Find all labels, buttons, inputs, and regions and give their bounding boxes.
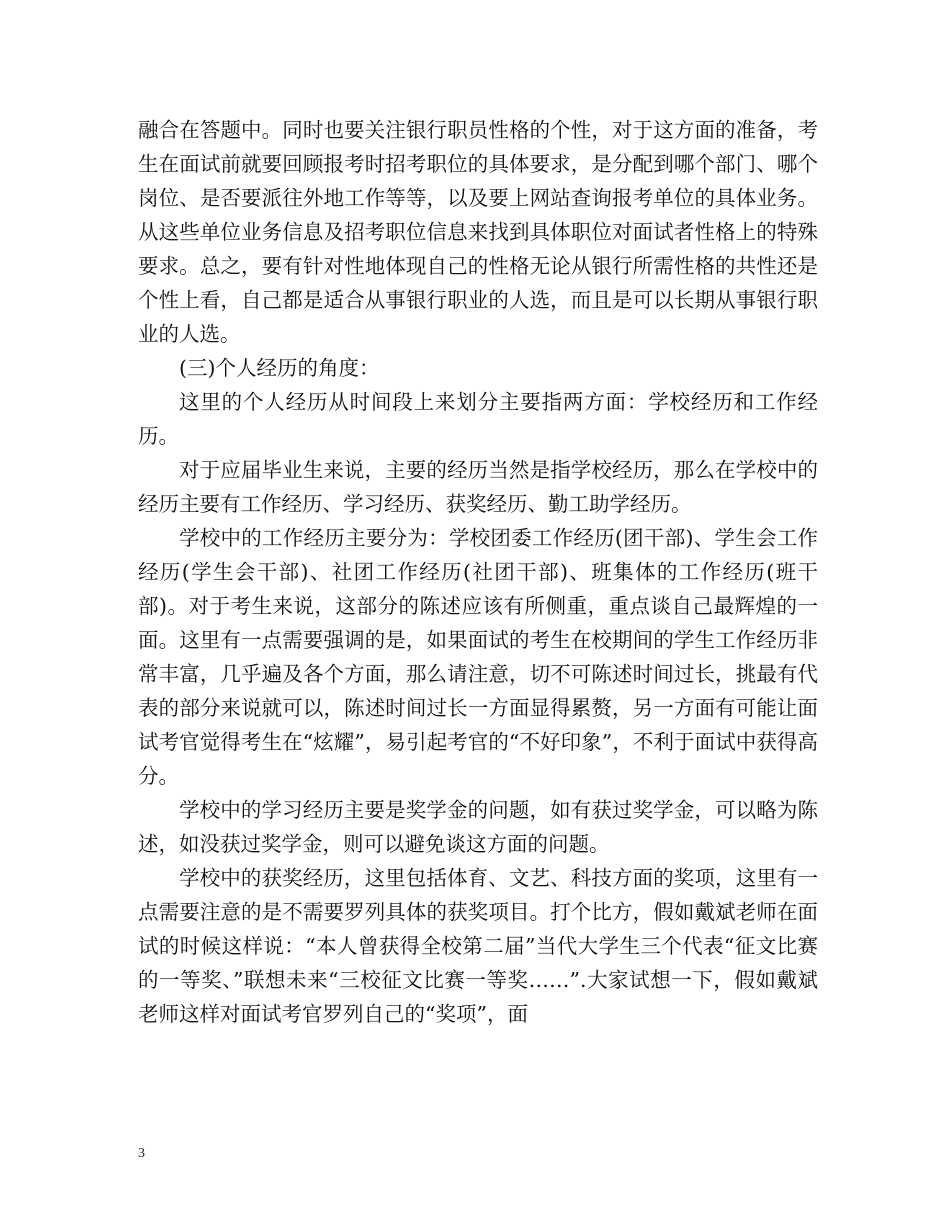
paragraph: 这里的个人经历从时间段上来划分主要指两方面：学校经历和工作经历。: [138, 390, 818, 448]
paragraph: 学校中的学习经历主要是奖学金的问题，如有获过奖学金，可以略为陈述，如没获过奖学金，则可以避免谈这方面的问题。: [138, 798, 818, 856]
document-body: [138, 113, 818, 1031]
page-number: 3: [138, 1146, 145, 1161]
paragraph: 对于应届毕业生来说，主要的经历当然是指学校经历，那么在学校中的经历主要有工作经历、学习经历、获奖经历、勤工助学经历。: [138, 458, 818, 516]
section-heading: (三)个人经历的角度：: [179, 356, 380, 380]
paragraph: 学校中的获奖经历，这里包括体育、文艺、科技方面的奖项，这里有一点需要注意的是不需要罗列具体的获奖项目。打个比方，假如戴斌老师在面试的时候这样说：“本人曾获得全校第二届”当代大学生三个代表“征文比赛的一等奖、”联想未来“三校征文比赛一等奖……”.大家试想一下，假如戴斌老师这样对面试考官罗列自己的“奖项”，面: [138, 866, 818, 1026]
paragraph-continuation: 融合在答题中。同时也要关注银行职员性格的个性，对于这方面的准备，考生在面试前就要回顾报考时招考职位的具体要求，是分配到哪个部门、哪个岗位、是否要派往外地工作等等，以及要上网站查询报考单位的具体业务。从这些单位业务信息及招考职位信息来找到具体职位对面试者性格上的特殊要求。总之，要有针对性地体现自己的性格无论从银行所需性格的共性还是个性上看，自己都是适合从事银行职业的人选，而且是可以长期从事银行职业的人选。: [138, 118, 818, 346]
paragraph: 学校中的工作经历主要分为：学校团委工作经历(团干部)、学生会工作经历(学生会干部)、社团工作经历(社团干部)、班集体的工作经历(班干部)。对于考生来说，这部分的陈述应该有所侧重，重点谈自己最辉煌的一面。这里有一点需要强调的是，如果面试的考生在校期间的学生工作经历非常丰富，几乎遍及各个方面，那么请注意，切不可陈述时间过长，挑最有代表的部分来说就可以，陈述时间过长一方面显得累赘，另一方面有可能让面试考官觉得考生在“炫耀”，易引起考官的“不好印象”，不利于面试中获得高分。: [138, 526, 818, 788]
